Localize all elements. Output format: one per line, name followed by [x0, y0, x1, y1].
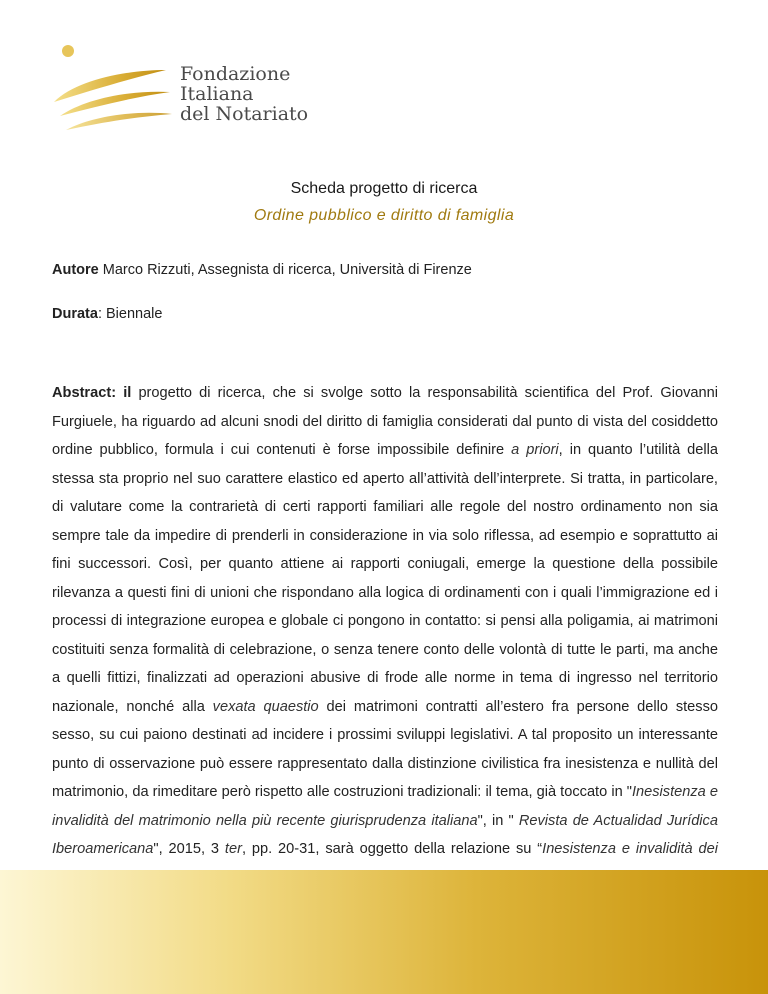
abstract-text: , in quanto l’utilità della stessa sta proprio nel suo carattere elastico ed aperto all’attività dell’interprete. Si tratta, in particolare, di valutare come la contrarietà di certi rapporti familiari alle regole del nostro ordinamento non sia sempre tale da impedire di prenderli in considerazione in via solo riflessa, ad esempio e soprattutto ai fini successori. Così, per quanto attiene ai rapporti coniugali, emerge la questione della possibile rilevanza a questi fini di unioni che rispondano alla logica di ordinamenti con i quali l’immigrazione ed i processi di integrazione europea e globale ci pongono in contatto: si pensi alla poligamia, ai matrimoni costituiti senza formalità di celebrazione, o senza tenere conto delle volontà di tutte le parti, ma anche a quelli fittizi, finalizzati ad operazioni abusive di frode alle norme in tema di ingresso nel territorio nazionale, nonché alla: [52, 442, 719, 715]
abstract-italic: Inesistenza e invalidità dei: [542, 841, 718, 857]
abstract-text: progetto di ricerca, che si svolge sotto la responsabilità scientifica del Prof. Giovanni Furgiuele, ha riguardo ad alcuni snodi del diritto di famiglia considerati dal punto di vista del cosiddetto ordine pubblico, formula i cui contenuti è forse impossibile definire: [52, 385, 719, 458]
abstract-text: , pp. 20-31, sarà oggetto della relazione su “: [241, 841, 543, 857]
abstract-paragraph: [52, 379, 718, 949]
author-line: [52, 262, 472, 278]
logo-text: [180, 64, 308, 124]
abstract-italic: Revista de Actualidad Jurídica Iberoamericana: [52, 812, 718, 857]
logo-line-2: Italiana: [180, 83, 254, 105]
duration-line: [52, 306, 162, 322]
author-value: Marco Rizzuti, Assegnista di ricerca, Università di Firenze: [98, 262, 472, 278]
author-label: Autore: [52, 262, 99, 278]
footer-gold-band: [0, 870, 768, 994]
abstract-italic: vexata quaestio: [212, 698, 319, 715]
abstract-text: ", 2015, 3: [153, 841, 225, 857]
abstract-italic: Inesistenza e invalidità del matrimonio nella più recente giurisprudenza italiana: [52, 784, 719, 829]
abstract-italic: ter: [224, 841, 242, 857]
duration-value: : Biennale: [97, 306, 163, 322]
abstract-text: ", in ": [477, 812, 519, 829]
abstract-italic: a priori: [511, 442, 559, 458]
document-title: Scheda progetto di ricerca: [290, 180, 478, 197]
foundation-logo: [46, 40, 326, 140]
logo-line-1: Fondazione: [180, 63, 291, 85]
document-subtitle: Ordine pubblico e diritto di famiglia: [253, 207, 515, 224]
abstract-label: Abstract: il: [52, 385, 132, 401]
logo-swoosh-icon: [46, 40, 186, 140]
abstract-text: dei matrimoni contratti all’estero fra persone dello stesso sesso, su cui paiono destinati ad incidere i prossimi sviluppi legislativi. A tal proposito un interessante punto di osservazione può essere rappresentato dalla distinzione civilistica fra inesistenza e nullità del matrimonio, da rimeditare però rispetto alle costruzioni tradizionali: il tema, già toccato in ": [52, 698, 719, 800]
logo-line-3: del Notariato: [180, 103, 309, 125]
duration-label: Durata: [52, 306, 98, 322]
